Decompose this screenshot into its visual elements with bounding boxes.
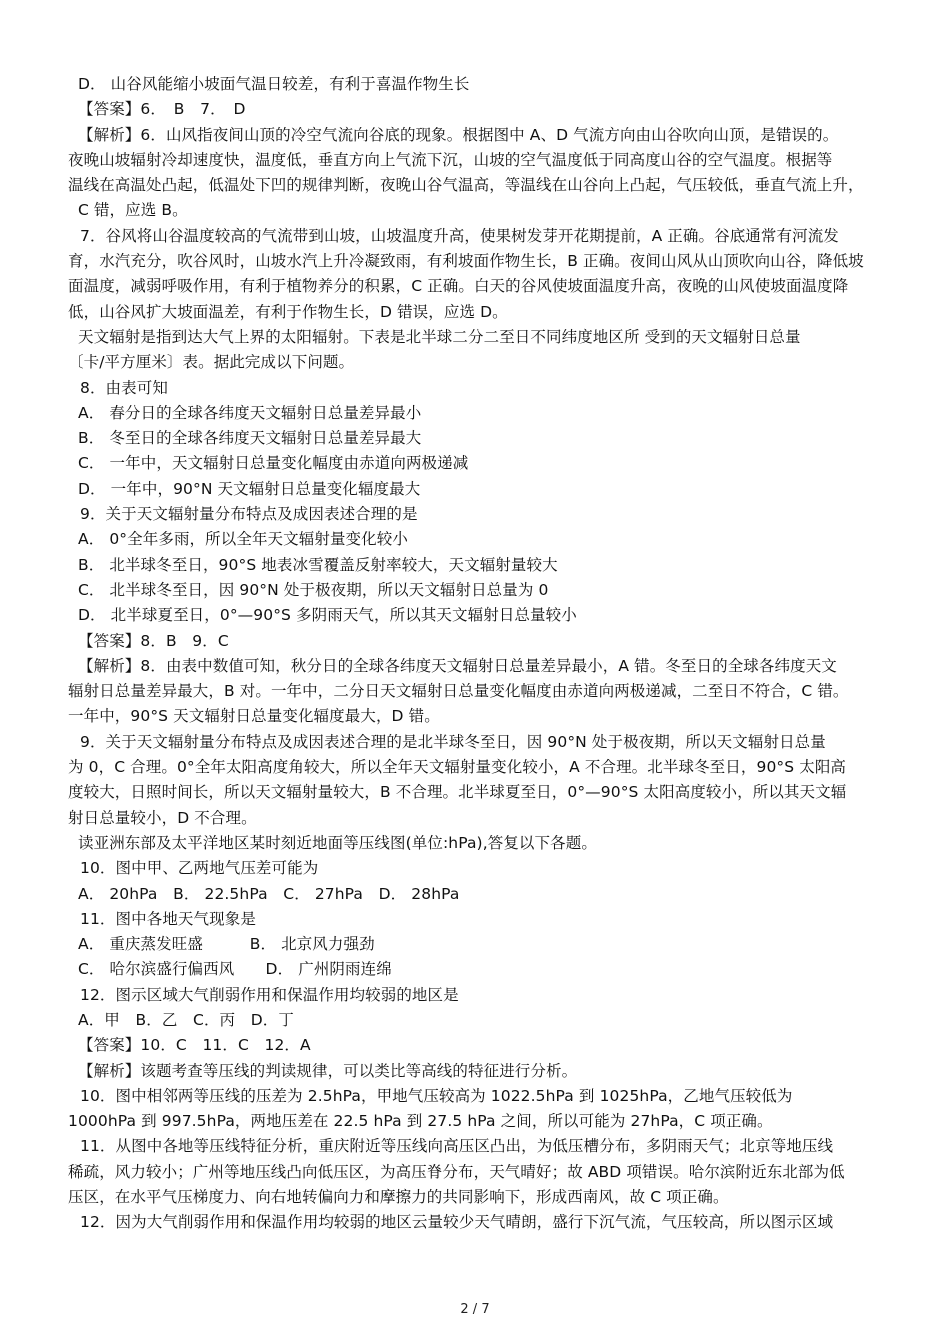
text-line: C 错，应选 B。 xyxy=(78,201,188,220)
text-line: 12．因为大气削弱作用和保温作用均较弱的地区云量较少天气晴朗，盛行下沉气流，气压较高，所以图示区域 xyxy=(80,1213,834,1232)
text-line: D． 北半球夏至日，0°—90°S 多阴雨天气，所以其天文辐射日总量较小 xyxy=(78,606,577,625)
text-line: 压区，在水平气压梯度力、向右地转偏向力和摩擦力的共同影响下，形成西南风，故 C 项正确。 xyxy=(68,1188,729,1207)
text-line: 低，山谷风扩大坡面温差，有利于作物生长，D 错误，应选 D。 xyxy=(68,302,508,321)
text-line: 稀疏，风力较小；广州等地压线凸向低压区，为高压脊分布，天气晴好；故 ABD 项错误。哈尔滨附近东北部为低 xyxy=(68,1162,845,1181)
text-line: 【答案】8．B 9．C xyxy=(78,631,229,650)
text-line: 【解析】8．由表中数值可知，秋分日的全球各纬度天文辐射日总量差异最小，A 错。冬至日的全球各纬度天文 xyxy=(78,656,837,675)
text-line: A． 0°全年多雨，所以全年天文辐射量变化较小 xyxy=(78,530,408,549)
text-line: 【答案】10．C 11．C 12．A xyxy=(78,1036,311,1055)
text-line: 夜晚山坡辐射冷却速度快，温度低，垂直方向上气流下沉，山坡的空气温度低于同高度山谷的空气温度。根据等 xyxy=(68,150,833,169)
text-line: 11．图中各地天气现象是 xyxy=(80,909,256,928)
text-line: D． 一年中，90°N 天文辐射日总量变化辐度最大 xyxy=(78,479,421,498)
text-line: D． 山谷风能缩小坡面气温日较差，有利于喜温作物生长 xyxy=(78,75,470,93)
text-line: 〔卡/平方厘米〕表。据此完成以下问题。 xyxy=(68,353,355,372)
text-line: 12．图示区域大气削弱作用和保温作用均较弱的地区是 xyxy=(80,985,459,1004)
text-line: 9．关于天文辐射量分布特点及成因表述合理的是 xyxy=(80,505,418,524)
text-line: A．甲 B．乙 C．丙 D．丁 xyxy=(78,1010,294,1029)
text-line: 1000hPa 到 997.5hPa，两地压差在 22.5 hPa 到 27.5 hPa 之间，所以可能为 27hPa，C 项正确。 xyxy=(68,1112,773,1131)
text-line: A． 重庆蒸发旺盛 B． 北京风力强劲 xyxy=(78,935,375,954)
page-number: 2 / 7 xyxy=(460,1302,490,1317)
text-line: 育，水汽充分，吹谷风时，山坡水汽上升冷凝致雨，有利坡面作物生长，B 正确。夜间山风从山顶吹向山谷，降低坡 xyxy=(68,252,864,271)
text-line: 10．图中甲、乙两地气压差可能为 xyxy=(80,859,319,878)
text-line: 为 0，C 合理。0°全年太阳高度角较大，所以全年天文辐射量变化较小，A 不合理。北半球冬至日，90°S 太阳高 xyxy=(68,758,847,777)
text-line: C． 北半球冬至日，因 90°N 处于极夜期，所以天文辐射日总量为 0 xyxy=(78,580,549,599)
text-line: C． 一年中，天文辐射日总量变化幅度由赤道向两极递减 xyxy=(78,454,469,473)
text-line: 射日总量较小，D 不合理。 xyxy=(68,808,257,827)
text-line: 【答案】6． B 7． D xyxy=(78,100,246,119)
text-line: A． 20hPa B． 22.5hPa C． 27hPa D． 28hPa xyxy=(78,884,460,903)
text-line: A． 春分日的全球各纬度天文辐射日总量差异最小 xyxy=(78,403,422,422)
text-line: 温线在高温处凸起，低温处下凹的规律判断，夜晚山谷气温高，等温线在山谷向上凸起，气压较低，垂直气流上升， xyxy=(68,176,864,195)
text-line: 7．谷风将山谷温度较高的气流带到山坡，山坡温度升高，使果树发芽开花期提前，A 正确。谷底通常有河流发 xyxy=(80,226,839,245)
text-line: 读亚洲东部及太平洋地区某时刻近地面等压线图(单位:hPa),答复以下各题。 xyxy=(78,833,597,852)
text-line: 8．由表可知 xyxy=(80,378,168,397)
text-line: 11．从图中各地等压线特征分析，重庆附近等压线向高压区凸出，为低压槽分布，多阴雨天气；北京等地压线 xyxy=(80,1137,834,1156)
text-line: B． 冬至日的全球各纬度天文辐射日总量差异最大 xyxy=(78,429,422,448)
text-line: 辐射日总量差异最大，B 对。一年中，二分日天文辐射日总量变化幅度由赤道向两极递减，二至日不符合，C 错。 xyxy=(68,682,849,701)
text-line: 【解析】该题考查等压线的判读规律，可以类比等高线的特征进行分析。 xyxy=(78,1061,578,1080)
text-line: 【解析】6．山风指夜间山顶的冷空气流向谷底的现象。根据图中 A、D 气流方向由山谷吹向山顶，是错误的。 xyxy=(78,125,839,144)
text-line: 度较大，日照时间长，所以天文辐射量较大，B 不合理。北半球夏至日，0°—90°S 太阳高度较小，所以其天文辐 xyxy=(68,783,847,802)
text-line: 天文辐射是指到达大气上界的太阳辐射。下表是北半球二分二至日不同纬度地区所 受到的天文辐射日总量 xyxy=(78,327,801,346)
text-line: 一年中，90°S 天文辐射日总量变化辐度最大，D 错。 xyxy=(68,707,440,726)
text-line: 面温度，减弱呼吸作用，有利于植物养分的积累，C 正确。白天的谷风使坡面温度升高，夜晚的山风使坡面温度降 xyxy=(68,277,849,296)
text-line: 9．关于天文辐射量分布特点及成因表述合理的是北半球冬至日，因 90°N 处于极夜期，所以天文辐射日总量 xyxy=(80,732,826,751)
document-body xyxy=(68,72,890,1236)
text-line: 10．图中相邻两等压线的压差为 2.5hPa，甲地气压较高为 1022.5hPa 到 1025hPa，乙地气压较低为 xyxy=(80,1086,793,1105)
text-line: C． 哈尔滨盛行偏西风 D． 广州阴雨连绵 xyxy=(78,960,392,979)
text-line: B． 北半球冬至日，90°S 地表冰雪覆盖反射率较大，天文辐射量较大 xyxy=(78,555,558,574)
